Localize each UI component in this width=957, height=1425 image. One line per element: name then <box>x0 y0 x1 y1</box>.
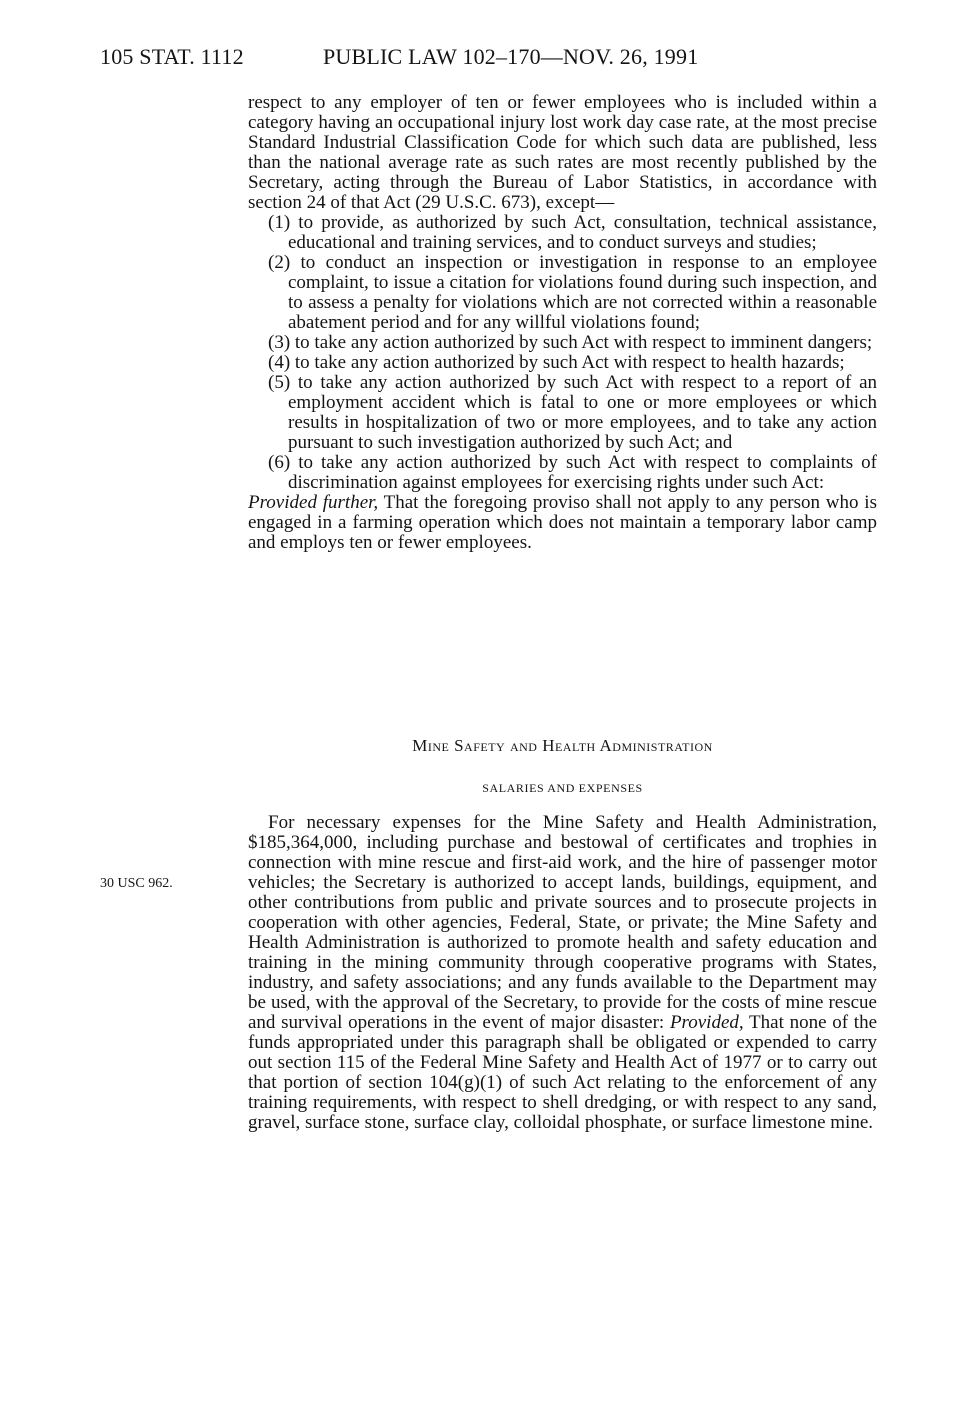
proviso-lead: Provided further, <box>248 492 379 513</box>
list-item: (2) to conduct an inspection or investigation in response to an employee complaint, to issue a citation for violations found during such inspection, and to assess a penalty for violations which are not corrected within a reasonable abatement period and for any willful violations found; <box>268 252 877 333</box>
list-item: (5) to take any action authorized by such Act with respect to a report of an employment accident which is fatal to one or more employees or which results in hospitalization of two or more employees, and to take any action pursuant to such investigation authorized by such Act; and <box>268 372 877 453</box>
list-item: (6) to take any action authorized by such Act with respect to complaints of discrimination against employees for exercising rights under such Act: <box>268 452 877 493</box>
exception-list <box>248 213 877 493</box>
proviso-text: That the foregoing proviso shall not apply to any person who is engaged in a farming operation which does not maintain a temporary labor camp and employs ten or fewer employees. <box>248 492 877 553</box>
osha-continuation-block <box>248 93 877 553</box>
subheading: SALARIES AND EXPENSES <box>482 781 643 795</box>
statute-page-number: 105 STAT. 1112 <box>100 44 244 69</box>
section-heading: Mine Safety and Health Administration <box>412 736 713 755</box>
list-item: (3) to take any action authorized by such Act with respect to imminent dangers; <box>268 332 873 353</box>
margin-citation: 30 USC 962. <box>100 876 173 891</box>
proviso-paragraph <box>248 493 877 553</box>
list-item: (4) to take any action authorized by such Act with respect to health hazards; <box>268 352 845 373</box>
appropriation-block <box>248 813 877 1133</box>
appropriation-paragraph: For necessary expenses for the Mine Safety and Health Administration, $185,364,000, including purchase and bestowal of certificates and trophies in connection with mine rescue and first-aid work, and the hire of passenger motor vehicles; the Secretary is authorized to accept lands, buildings, equipment, and other contributions from public and private sources and to prosecute projects in cooperation with other agencies, Federal, State, or private; the Mine Safety and Health Administration is authorized to promote health and safety education and training in the mining community through cooperative programs with States, industry, and safety associations; and any funds available to the Department may be used, with the approval of the Secretary, to provide for the costs of mine rescue and survival operations in the event of major disaster: Provided, That none of the funds appropriated under this paragraph shall be obligated or expended to carry out section 115 of the Federal Mine Safety and Health Act of 1977 or to carry out that portion of section 104(g)(1) of such Act relating to the enforcement of any training requirements, with respect to shell dredging, or with respect to any sand, gravel, surface stone, surface clay, colloidal phosphate, or surface limestone mine. <box>248 812 877 1133</box>
intro-paragraph: respect to any employer of ten or fewer employees who is included within a category having an occupational injury lost work day case rate, at the most precise Standard Industrial Classification Code for which such data are published, less than the national average rate as such rates are most recently published by the Secretary, acting through the Bureau of Labor Statistics, in accordance with section 24 of that Act (29 U.S.C. 673), except— <box>248 92 877 213</box>
provided-lead: Provided, <box>669 1012 744 1033</box>
running-header: PUBLIC LAW 102–170—NOV. 26, 1991 <box>323 44 699 69</box>
list-item: (1) to provide, as authorized by such Act, consultation, technical assistance, educational and training services, and to conduct surveys and studies; <box>268 212 877 253</box>
